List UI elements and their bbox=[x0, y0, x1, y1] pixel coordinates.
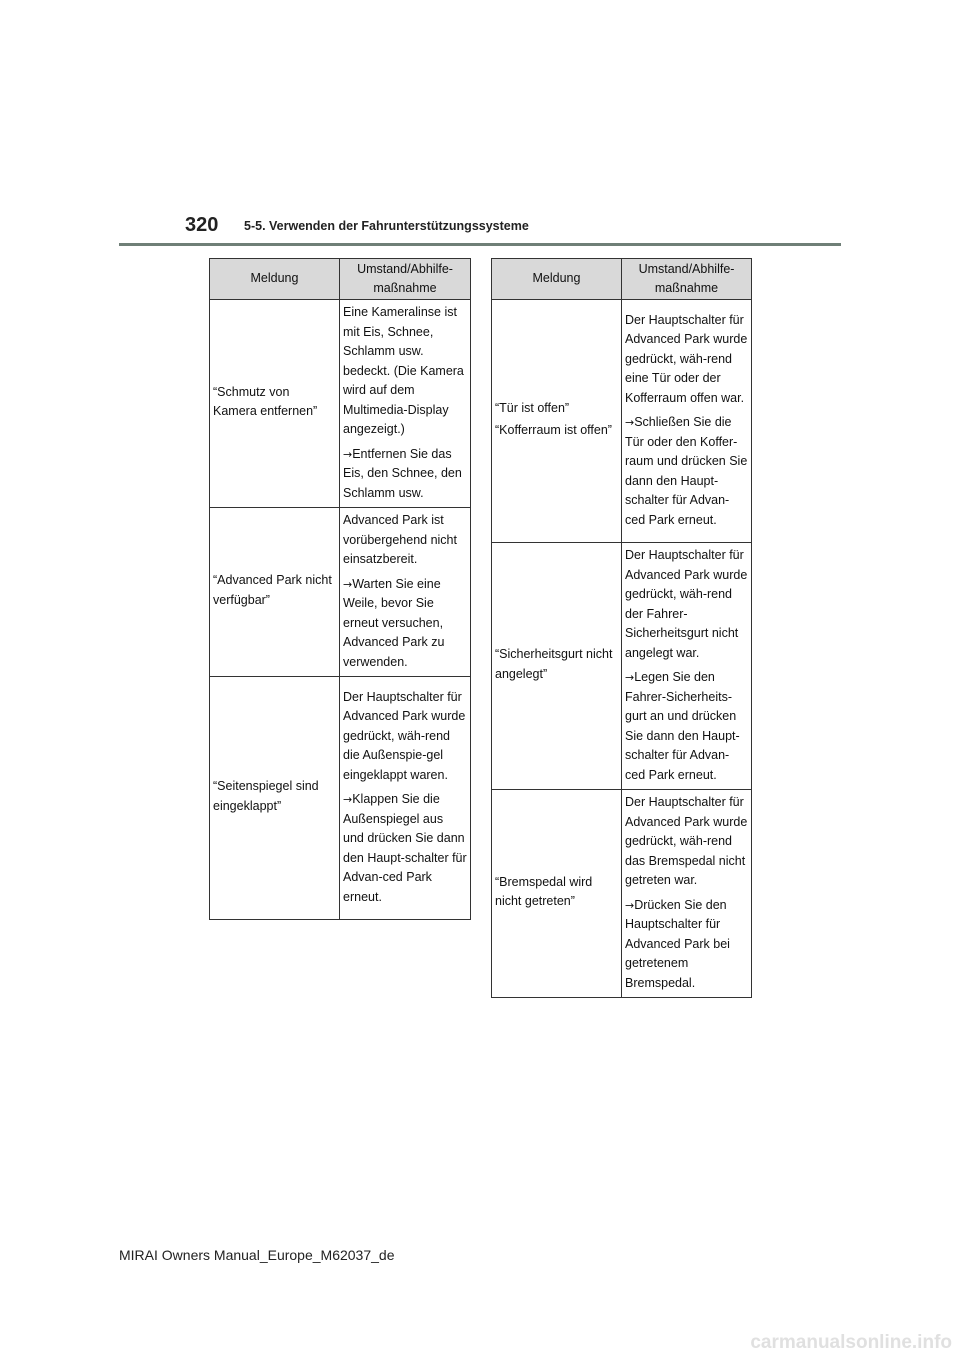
footer-manual-id: MIRAI Owners Manual_Europe_M62037_de bbox=[119, 1247, 395, 1263]
condition-text: Der Hauptschalter für Advanced Park wurde gedrückt, wäh-rend das Bremspedal nicht getreten war. bbox=[625, 795, 748, 887]
remedy-text: Entfernen Sie das Eis, den Schnee, den Schlamm usw. bbox=[343, 446, 462, 500]
remedy-paragraph bbox=[625, 413, 748, 530]
remedy-text: Legen Sie den Fahrer-Sicherheits-gurt an und drücken Sie dann den Haupt-schalter für Advan-ced Park erneut. bbox=[625, 670, 740, 782]
arrow-right-icon: → bbox=[343, 793, 353, 807]
message-cell bbox=[210, 300, 340, 508]
remedy-text: Klappen Sie die Außenspiegel aus und drücken Sie dann den Haupt-schalter für Advan-ced Park erneut. bbox=[343, 792, 467, 904]
remedy-paragraph bbox=[343, 790, 467, 907]
arrow-right-icon: → bbox=[343, 447, 353, 461]
condition-text: Der Hauptschalter für Advanced Park wurde gedrückt, wäh-rend die Außenspie-gel eingeklappt waren. bbox=[343, 689, 466, 782]
section-title: 5-5. Verwenden der Fahrunterstützungssysteme bbox=[244, 219, 529, 233]
remedy-paragraph bbox=[625, 896, 748, 994]
arrow-right-icon: → bbox=[625, 416, 635, 430]
message-table-left bbox=[209, 258, 471, 920]
remedy-paragraph bbox=[343, 575, 467, 673]
remedy-text: Drücken Sie den Hauptschalter für Advanced Park bei getretenem Bremspedal. bbox=[625, 897, 730, 990]
table-header-row bbox=[210, 259, 471, 300]
message-cell bbox=[492, 790, 622, 998]
message-text: “Kofferraum ist offen” bbox=[495, 423, 612, 437]
condition-cell bbox=[622, 300, 752, 543]
message-text: “Seitenspiegel sind eingeklappt” bbox=[213, 779, 319, 813]
column-header-message: Meldung bbox=[210, 259, 340, 300]
message-cell bbox=[492, 300, 622, 543]
message-text: “Bremspedal wird nicht getreten” bbox=[495, 874, 593, 908]
condition-cell bbox=[622, 543, 752, 790]
table-header-row bbox=[492, 259, 752, 300]
column-header-condition: Umstand/Abhilfe-maßnahme bbox=[622, 259, 752, 300]
condition-cell bbox=[340, 677, 471, 920]
remedy-text: Schließen Sie die Tür oder den Koffer-raum und drücken Sie dann den Haupt-schalter für Advan-ced Park erneut. bbox=[625, 415, 748, 527]
message-text: “Sicherheitsgurt nicht angelegt” bbox=[495, 647, 613, 681]
message-cell bbox=[210, 508, 340, 677]
condition-cell bbox=[340, 508, 471, 677]
table-row bbox=[210, 300, 471, 508]
table-row bbox=[492, 300, 752, 543]
table-row bbox=[210, 677, 471, 920]
condition-text: Advanced Park ist vorübergehend nicht einsatzbereit. bbox=[343, 513, 457, 566]
message-cell bbox=[210, 677, 340, 920]
arrow-right-icon: → bbox=[625, 898, 635, 912]
message-text: “Advanced Park nicht verfügbar” bbox=[213, 573, 332, 607]
condition-cell bbox=[622, 790, 752, 998]
message-table-right bbox=[491, 258, 752, 998]
message-text: “Schmutz von Kamera entfernen” bbox=[213, 384, 318, 418]
condition-text: Der Hauptschalter für Advanced Park wurde gedrückt, wäh-rend eine Tür oder der Kofferraum offen war. bbox=[625, 312, 748, 405]
message-text: “Tür ist offen” bbox=[495, 400, 570, 415]
table-row bbox=[492, 543, 752, 790]
table-row bbox=[210, 508, 471, 677]
arrow-right-icon: → bbox=[343, 577, 353, 591]
message-cell bbox=[492, 543, 622, 790]
condition-text: Eine Kameralinse ist mit Eis, Schnee, Schlamm usw. bedeckt. (Die Kamera wird auf dem Multimedia-Display angezeigt.) bbox=[343, 305, 464, 436]
page-number: 320 bbox=[185, 214, 219, 236]
table-row bbox=[492, 790, 752, 998]
header-rule bbox=[119, 243, 841, 246]
column-header-message: Meldung bbox=[492, 259, 622, 300]
condition-text: Der Hauptschalter für Advanced Park wurde gedrückt, wäh-rend der Fahrer-Sicherheitsgurt nicht angelegt war. bbox=[625, 548, 748, 660]
watermark: carmanualsonline.info bbox=[750, 1332, 952, 1353]
remedy-text: Warten Sie eine Weile, bevor Sie erneut versuchen, Advanced Park zu verwenden. bbox=[343, 576, 445, 669]
column-header-condition: Umstand/Abhilfe-maßnahme bbox=[340, 259, 471, 300]
remedy-paragraph bbox=[343, 445, 467, 504]
arrow-right-icon: → bbox=[625, 671, 635, 684]
condition-cell bbox=[340, 300, 471, 508]
remedy-paragraph bbox=[625, 668, 748, 785]
